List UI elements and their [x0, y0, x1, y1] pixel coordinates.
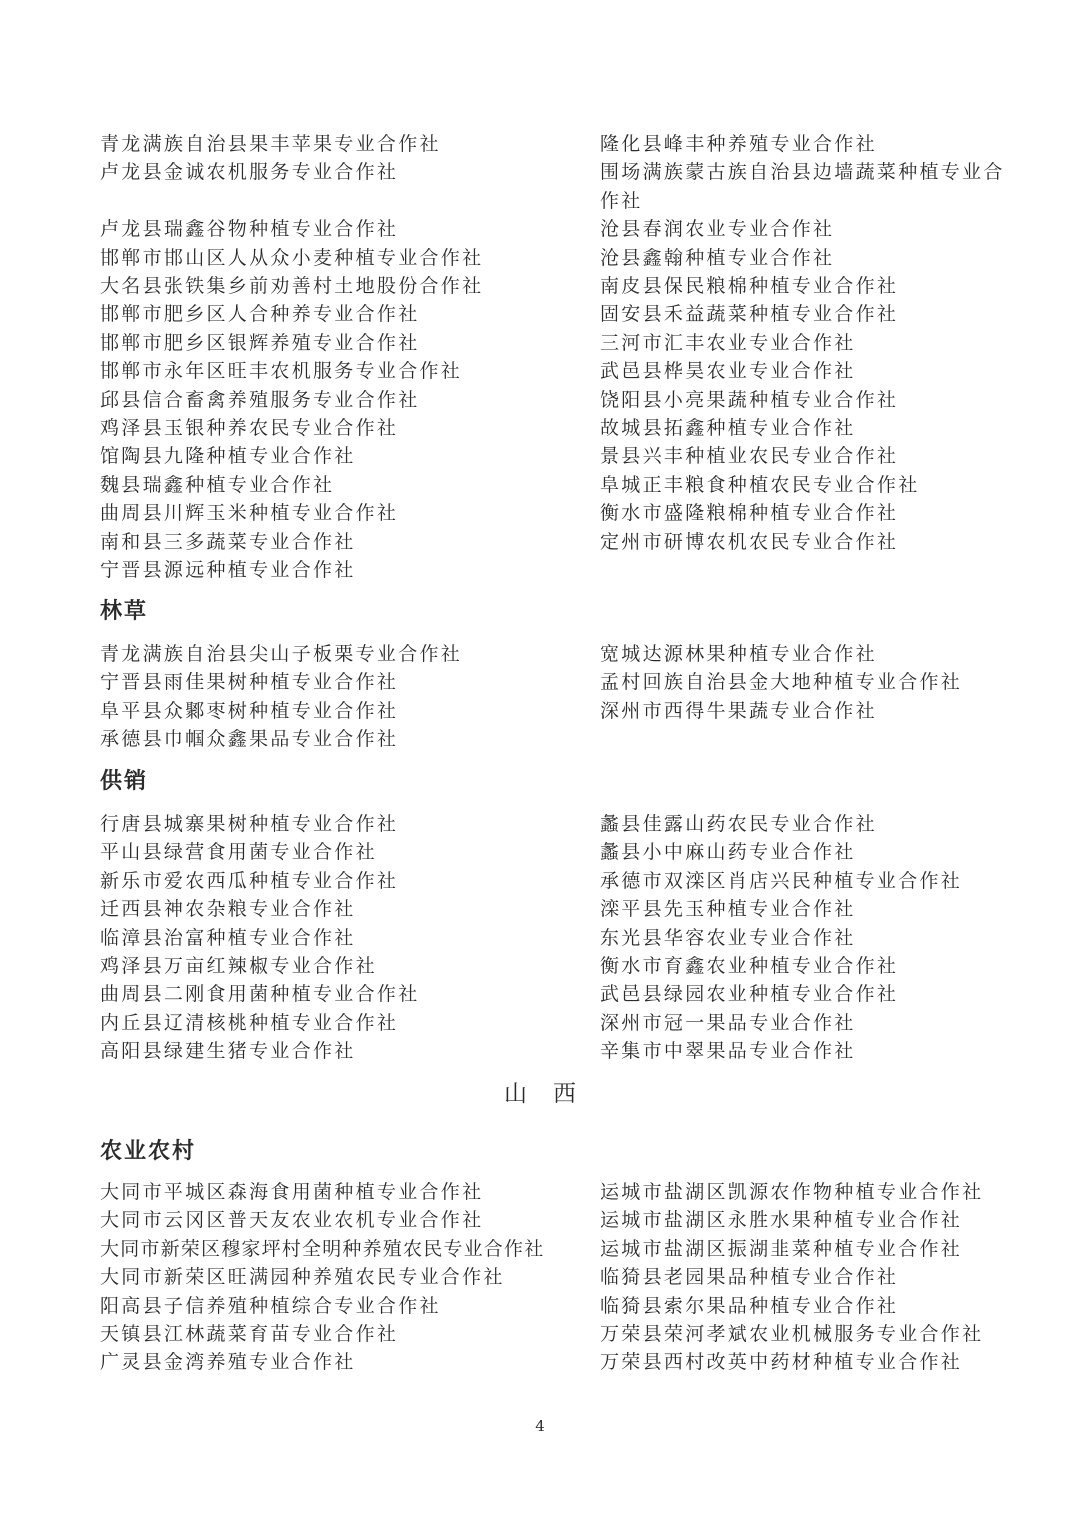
- list-item: 宽城达源林果种植专业合作社: [600, 643, 877, 665]
- section-heading-nongye: 农业农村: [100, 1138, 197, 1164]
- list-item: 万荣县荣河孝斌农业机械服务专业合作社: [600, 1323, 984, 1346]
- list-item: 邯郸市肥乡区银辉养殖专业合作社: [100, 331, 420, 354]
- agri-list-left-column: [100, 130, 580, 584]
- list-item: 宁晋县雨佳果树种植专业合作社: [100, 671, 399, 694]
- list-item: 阜平县众鄹枣树种植专业合作社: [100, 699, 399, 722]
- list-item: 饶阳县小亮果蔬种植专业合作社: [600, 388, 899, 411]
- list-item: 邯郸市永年区旺丰农机服务专业合作社: [100, 360, 463, 383]
- list-item: 固安县禾益蔬菜种植专业合作社: [600, 303, 899, 326]
- list-item: 高阳县绿建生猪专业合作社: [100, 1040, 356, 1063]
- section-heading-gongxiao: 供销: [100, 768, 149, 794]
- list-spacer: [100, 187, 580, 215]
- list-item: 卢龙县金诚农机服务专业合作社: [100, 161, 399, 184]
- province-name: 山西: [504, 1081, 602, 1107]
- list-item: 蠡县佳露山药农民专业合作社: [600, 813, 877, 835]
- list-item: 深州市西得牛果蔬专业合作社: [600, 699, 877, 722]
- list-item: 鸡泽县玉银种养农民专业合作社: [100, 417, 399, 440]
- list-item: 沧县春润农业专业合作社: [600, 218, 835, 241]
- list-item: 天镇县江林蔬菜育苗专业合作社: [100, 1323, 399, 1346]
- list-item: 大同市云冈区普天友农业农机专业合作社: [100, 1209, 484, 1232]
- list-item: 馆陶县九隆种植专业合作社: [100, 445, 356, 468]
- list-item: 平山县绿营食用菌专业合作社: [100, 841, 377, 864]
- list-item: 曲周县川辉玉米种植专业合作社: [100, 502, 399, 525]
- list-item: 故城县拓鑫种植专业合作社: [600, 417, 856, 440]
- gongxiao-left-column: [100, 810, 580, 1066]
- list-item: 邱县信合畜禽养殖服务专业合作社: [100, 388, 420, 411]
- list-item: 临猗县索尔果品种植专业合作社: [600, 1294, 899, 1317]
- list-item: 曲周县二刚食用菌种植专业合作社: [100, 983, 420, 1006]
- section-heading-linchao: 林草: [100, 598, 149, 624]
- list-item: 蠡县小中麻山药专业合作社: [600, 841, 856, 864]
- list-item: 临猗县老园果品种植专业合作社: [600, 1266, 899, 1289]
- list-item: 大名县张铁集乡前劝善村土地股份合作社: [100, 275, 484, 298]
- list-item: 围场满族蒙古族自治县边墙蔬菜种植专业合作社: [600, 161, 1005, 212]
- list-item: 大同市平城区森海食用菌种植专业合作社: [100, 1181, 484, 1203]
- linchao-right-column: [600, 640, 1020, 725]
- list-item: 定州市研博农机农民专业合作社: [600, 530, 899, 553]
- list-item: 万荣县西村改英中药材种植专业合作社: [600, 1351, 963, 1374]
- list-item: 东光县华容农业专业合作社: [600, 926, 856, 949]
- list-item: 衡水市盛隆粮棉种植专业合作社: [600, 502, 899, 525]
- list-item: 大同市新荣区穆家坪村全明种养殖农民专业合作社: [100, 1237, 545, 1260]
- list-item: 运城市盐湖区永胜水果种植专业合作社: [600, 1209, 963, 1232]
- list-item: 邯郸市邯山区人从众小麦种植专业合作社: [100, 246, 484, 269]
- list-item: 景县兴丰种植业农民专业合作社: [600, 445, 899, 468]
- list-item: 宁晋县源远种植专业合作社: [100, 559, 356, 582]
- list-item: 临漳县治富种植专业合作社: [100, 926, 356, 949]
- list-item: 内丘县辽清核桃种植专业合作社: [100, 1011, 399, 1034]
- agri-list-right-column: [600, 130, 1020, 556]
- list-item: 武邑县绿园农业种植专业合作社: [600, 983, 899, 1006]
- list-item: 青龙满族自治县果丰苹果专业合作社: [100, 133, 441, 155]
- list-item: 卢龙县瑞鑫谷物种植专业合作社: [100, 218, 399, 241]
- gongxiao-right-column: [600, 810, 1020, 1066]
- list-item: 行唐县城寨果树种植专业合作社: [100, 813, 399, 835]
- list-item: 南和县三多蔬菜专业合作社: [100, 530, 356, 553]
- list-item: 三河市汇丰农业专业合作社: [600, 331, 856, 354]
- list-item: 迁西县神农杂粮专业合作社: [100, 898, 356, 921]
- list-item: 隆化县峰丰种养殖专业合作社: [600, 133, 877, 155]
- list-item: 阜城正丰粮食种植农民专业合作社: [600, 473, 920, 496]
- shanxi-agri-left-column: [100, 1178, 580, 1377]
- list-item: 新乐市爱农西瓜种植专业合作社: [100, 869, 399, 892]
- list-item: 辛集市中翠果品专业合作社: [600, 1040, 856, 1063]
- list-item: 运城市盐湖区凯源农作物种植专业合作社: [600, 1181, 984, 1203]
- list-item: 阳高县子信养殖种植综合专业合作社: [100, 1294, 441, 1317]
- list-item: 鸡泽县万亩红辣椒专业合作社: [100, 955, 377, 978]
- list-item: 衡水市育鑫农业种植专业合作社: [600, 955, 899, 978]
- list-item: 魏县瑞鑫种植专业合作社: [100, 473, 335, 496]
- list-item: 武邑县桦昊农业专业合作社: [600, 360, 856, 383]
- list-item: 青龙满族自治县尖山子板栗专业合作社: [100, 643, 463, 665]
- list-item: 运城市盐湖区振湖韭菜种植专业合作社: [600, 1237, 963, 1260]
- list-item: 滦平县先玉种植专业合作社: [600, 898, 856, 921]
- shanxi-agri-right-column: [600, 1178, 1020, 1377]
- linchao-left-column: [100, 640, 580, 754]
- page-number: 4: [535, 1417, 545, 1435]
- list-item: 沧县鑫翰种植专业合作社: [600, 246, 835, 269]
- list-item: 大同市新荣区旺满园种养殖农民专业合作社: [100, 1266, 505, 1289]
- list-item: 深州市冠一果品专业合作社: [600, 1011, 856, 1034]
- list-item: 承德市双滦区肖店兴民种植专业合作社: [600, 869, 963, 892]
- list-item: 承德县巾帼众鑫果品专业合作社: [100, 728, 399, 751]
- list-item: 邯郸市肥乡区人合种养专业合作社: [100, 303, 420, 326]
- list-item: 南皮县保民粮棉种植专业合作社: [600, 275, 899, 298]
- list-item: 孟村回族自治县金大地种植专业合作社: [600, 671, 963, 694]
- province-heading: [0, 1078, 1080, 1110]
- list-item: 广灵县金湾养殖专业合作社: [100, 1351, 356, 1374]
